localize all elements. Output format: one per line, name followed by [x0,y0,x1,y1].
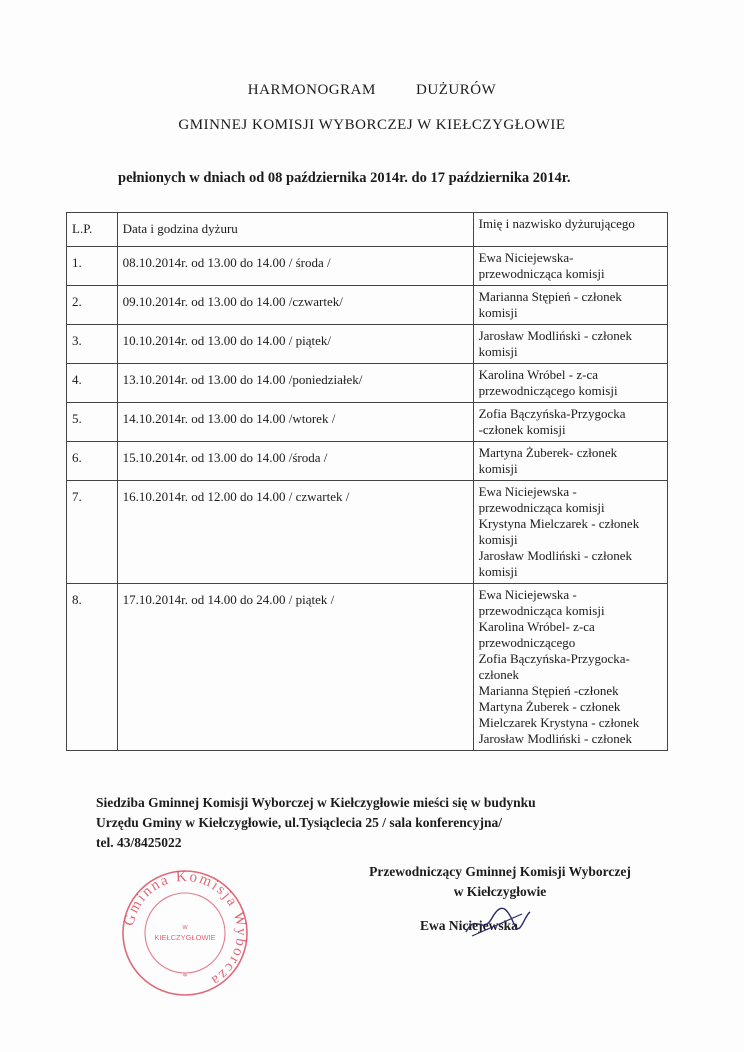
duty-person [473,286,667,325]
table-row [67,286,668,325]
stamp-center-text: KIEŁCZYGŁOWIE [154,933,216,942]
person-name-line: członek [478,667,519,682]
person-name-line: Jarosław Modliński - członek [478,731,633,746]
column-header-name: Imię i nazwisko dyżurującego [473,213,667,247]
duty-date-time: 17.10.2014r. od 14.00 do 24.00 / piątek / [117,584,473,751]
duty-person [473,442,667,481]
person-name-line: Marianna Stępień - członek [478,289,622,304]
row-number: 7. [67,481,118,584]
row-number: 3. [67,325,118,364]
duty-date-time: 16.10.2014r. od 12.00 do 14.00 / czwartek / [117,481,473,584]
address-line-1: Siedziba Gminnej Komisji Wyborczej w Kiełczygłowie mieści się w budynku [96,795,536,810]
signature-title-line2: w Kiełczygłowie [453,884,547,899]
table-row [67,442,668,481]
document-title-line2: GMINNEJ KOMISJI WYBORCZEJ W KIEŁCZYGŁOWIE [178,117,566,133]
person-name-line: -członek komisji [478,422,566,437]
person-name-line: przewodniczącego komisji [478,383,618,398]
person-name-line: Martyna Żuberek - członek [478,699,621,714]
person-name-line: Mielczarek Krystyna - członek [478,715,640,730]
row-number: 8. [67,584,118,751]
person-name-line: Karolina Wróbel- z-ca [478,619,595,634]
duty-person [473,403,667,442]
person-name-line: Zofia Bączyńska-Przygocka [478,406,626,421]
document-subtitle: pełnionych w dniach od 08 października 2014r. do 17 października 2014r. [118,170,571,186]
duty-date-time: 15.10.2014r. od 13.00 do 14.00 /środa / [117,442,473,481]
stamp-center-small: w [182,924,188,931]
duty-person [473,247,667,286]
duty-date-time: 08.10.2014r. od 13.00 do 14.00 / środa / [117,247,473,286]
svg-text:*: * [182,972,188,983]
person-name-line: Karolina Wróbel - z-ca [478,367,599,382]
person-name-line: Jarosław Modliński - członek [478,328,633,343]
signer-name: Ewa Niciejewska [420,918,518,933]
table-row [67,403,668,442]
committee-address [96,793,696,853]
title-word-harmonogram: HARMONOGRAM [247,82,376,98]
duty-date-time: 13.10.2014r. od 13.00 do 14.00 /poniedziałek/ [117,364,473,403]
person-name-line: komisji [478,305,518,320]
person-name-line: Zofia Bączyńska-Przygocka- [478,651,630,666]
table-row [67,364,668,403]
table-row [67,481,668,584]
person-name-line: komisji [478,564,518,579]
table-header-row [67,213,668,247]
address-phone: tel. 43/8425022 [96,835,182,850]
table-row [67,325,668,364]
document-title [0,82,744,99]
person-name-line: Jarosław Modliński - członek [478,548,633,563]
person-name-line: Ewa Niciejewska - [478,587,577,602]
signature-block [330,862,670,902]
person-name-line: Martyna Żuberek- członek [478,445,618,460]
title-word-duzurow: DUŻURÓW [416,82,497,98]
row-number: 5. [67,403,118,442]
person-name-line: Ewa Niciejewska- [478,250,574,265]
handwritten-signature [462,906,532,940]
duty-person [473,481,667,584]
duty-schedule-table [66,212,668,751]
duty-date-time: 09.10.2014r. od 13.00 do 14.00 /czwartek/ [117,286,473,325]
person-name-line: przewodnicząca komisji [478,603,605,618]
column-header-date: Data i godzina dyżuru [117,213,473,247]
person-name-line: Krystyna Mielczarek - członek [478,516,640,531]
person-name-line: Marianna Stępień -członek [478,683,619,698]
duty-person [473,325,667,364]
address-line-2: Urzędu Gminy w Kiełczygłowie, ul.Tysiąclecia 25 / sala konferencyjna/ [96,815,502,830]
duty-person [473,364,667,403]
person-name-line: przewodniczącego [478,635,576,650]
committee-stamp [120,868,250,998]
person-name-line: komisji [478,344,518,359]
row-number: 1. [67,247,118,286]
duty-person [473,584,667,751]
duty-date-time: 14.10.2014r. od 13.00 do 14.00 /wtorek / [117,403,473,442]
duty-date-time: 10.10.2014r. od 13.00 do 14.00 / piątek/ [117,325,473,364]
person-name-line: przewodnicząca komisji [478,266,605,281]
row-number: 6. [67,442,118,481]
table-row [67,247,668,286]
person-name-line: komisji [478,461,518,476]
person-name-line: komisji [478,532,518,547]
person-name-line: Ewa Niciejewska - [478,484,577,499]
row-number: 2. [67,286,118,325]
stamp-arc-text: Gminna Komisja Wyborcza [121,868,250,990]
column-header-lp: L.P. [67,213,118,247]
signature-title-line1: Przewodniczący Gminnej Komisji Wyborczej [369,864,631,879]
row-number: 4. [67,364,118,403]
table-row [67,584,668,751]
person-name-line: przewodnicząca komisji [478,500,605,515]
